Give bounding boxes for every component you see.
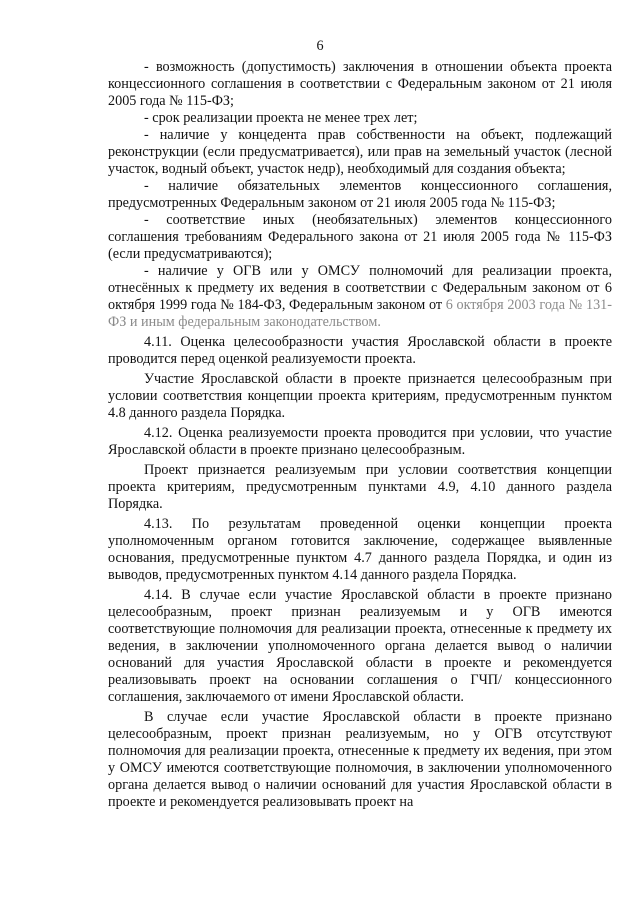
paragraph-4-13: 4.13. По результатам проведенной оценки концепции проекта уполномоченным органом готовится заключение, содержащее выявленные основания, предусмотренные пунктом 4.7 данного раздела Порядка, и один из выводов, предусмотренных пунктом 4.14 данного раздела Порядка.	[108, 516, 612, 583]
paragraph-bullet-concession: - возможность (допустимость) заключения в отношении объекта проекта концессионного соглашения в соответствии с Федеральным законом от 21 июля 2005 года № 115-ФЗ;	[108, 59, 612, 109]
paragraph-omsu-case: В случае если участие Ярославской области в проекте признано целесообразным, проект признан реализуемым, но у ОГВ отсутствуют полномочия для реализации проекта, отнесенные к предмету их ведения, при этом у ОМСУ имеются соответствующие полномочия, в заключении уполномоченного органа делается вывод о наличии оснований для участия Ярославской области в проекте и рекомендуется реализовывать проект на	[108, 709, 612, 810]
paragraph-bullet-term: - срок реализации проекта не менее трех лет;	[144, 110, 418, 126]
paragraph-4-11: 4.11. Оценка целесообразности участия Ярославской области в проекте проводится перед оценкой реализуемости проекта.	[108, 334, 612, 367]
paragraph-4-14: 4.14. В случае если участие Ярославской области в проекте признано целесообразным, проект признан реализуемым и у ОГВ имеются соответствующие полномочия для реализации проекта, отнесенные к предмету их ведения, в заключении уполномоченного органа делается вывод о наличии оснований для участия Ярославской области в проекте и рекомендуется реализовывать проект на основании соглашения о ГЧП/ концессионного соглашения, заключаемого от имени Ярославской области.	[108, 587, 612, 705]
paragraph-bullet-authority: - наличие у ОГВ или у ОМСУ полномочий для реализации проекта, отнесённых к предмету их ведения в соответствии с Федеральным законом от 6 октября 1999 года № 184-ФЗ, Федеральным законом от 6 октября 2003 года № 131-ФЗ и иным федеральным законодательством.	[108, 263, 612, 330]
paragraph-bullet-mandatory-elements: - наличие обязательных элементов концессионного соглашения, предусмотренных Федеральным законом от 21 июля 2005 года № 115-ФЗ;	[108, 178, 612, 211]
faint-text: 6 октября 2003 года № 131-ФЗ и иным федеральным законодательством.	[108, 297, 612, 330]
paragraph-participation-expedient: Участие Ярославской области в проекте признается целесообразным при условии соответствия концепции проекта критериям, предусмотренным пунктом 4.8 данного раздела Порядка.	[108, 371, 612, 421]
paragraph-bullet-ownership: - наличие у концедента прав собственности на объект, подлежащий реконструкции (если предусматривается), или прав на земельный участок (лесной участок, водный объект, участок недр), необходимый для создания объекта;	[108, 127, 612, 177]
document-body	[108, 59, 612, 811]
page-number: 6	[316, 38, 324, 54]
paragraph-bullet-optional-elements: - соответствие иных (необязательных) элементов концессионного соглашения требованиям Федерального закона от 21 июля 2005 года № 115-ФЗ (если предусматриваются);	[108, 212, 612, 262]
paragraph-4-12: 4.12. Оценка реализуемости проекта проводится при условии, что участие Ярославской области в проекте признано целесообразным.	[108, 425, 612, 458]
paragraph-project-feasible: Проект признается реализуемым при условии соответствия концепции проекта критериям, предусмотренным пунктами 4.9, 4.10 данного раздела Порядка.	[108, 462, 612, 512]
